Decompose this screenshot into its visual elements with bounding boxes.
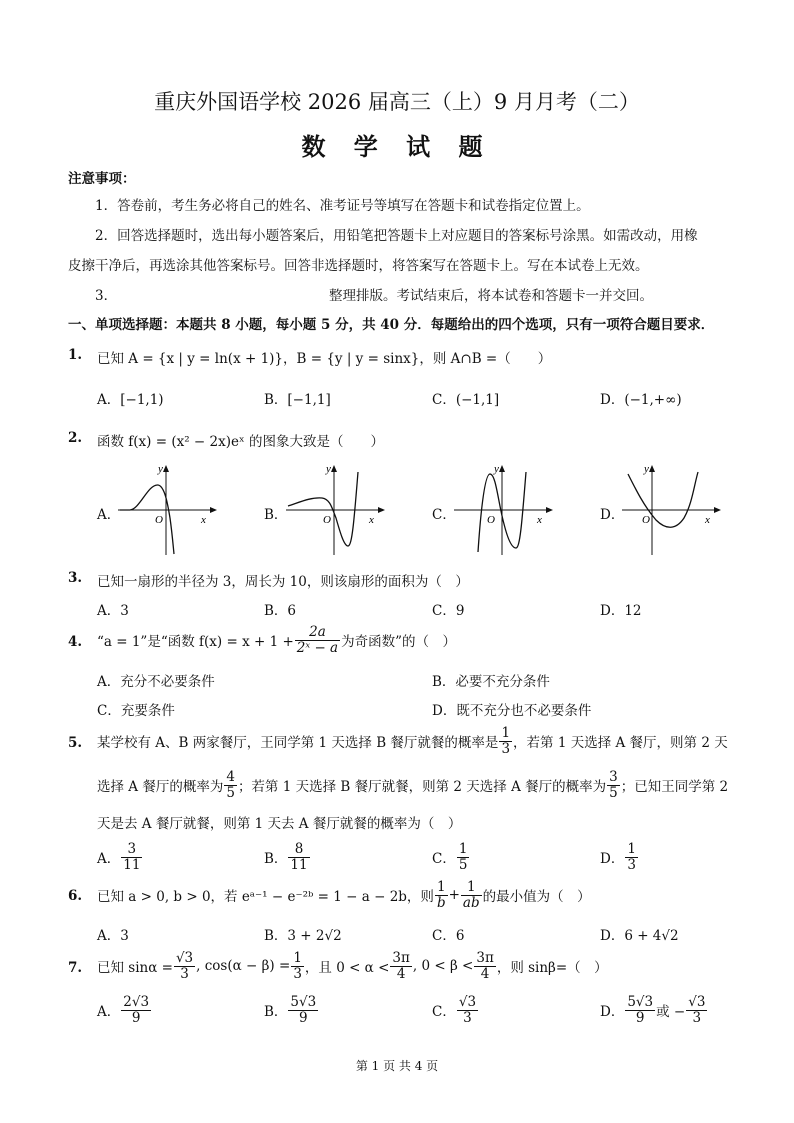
x-axis-arrow [210, 507, 217, 513]
option-c: C．充要条件 [97, 703, 175, 719]
fraction [625, 842, 638, 871]
y-axis-label: y [494, 463, 499, 475]
stem-text: 已知 a > 0, b > 0，若 eᵃ⁻¹ − e⁻²ᵇ = 1 − a − 2b，则 [97, 889, 434, 905]
question-stem: 函数 f(x) = (x² − 2x)eˣ 的图象大致是（ ） [97, 434, 384, 450]
fraction-denominator: 3 [180, 965, 189, 982]
fraction-denominator: 9 [131, 1009, 141, 1026]
fraction-denominator: 3 [627, 856, 636, 873]
question-number: 5. [68, 735, 83, 751]
option-label: D． [600, 1004, 625, 1020]
notice-item-3-num: 3． [95, 288, 118, 304]
curve [288, 472, 358, 546]
x-axis-arrow [546, 507, 553, 513]
fraction-denominator: 3 [501, 740, 511, 757]
fraction [457, 995, 478, 1024]
x-axis-label: x [537, 514, 542, 526]
fraction-denominator: 5 [609, 784, 618, 801]
fraction [224, 770, 237, 799]
option-label: C． [432, 1004, 456, 1020]
fraction [461, 880, 482, 909]
option-b: B．必要不充分条件 [432, 674, 550, 690]
option-c: C．6 [432, 928, 465, 944]
option-c [432, 838, 470, 876]
fraction-numerator: 1 [293, 950, 302, 967]
x-axis-arrow [714, 507, 721, 513]
option-c [432, 991, 479, 1029]
fraction-numerator: 4 [226, 769, 235, 786]
option-a [97, 838, 143, 876]
option-d: D．12 [600, 603, 642, 619]
option-c: C．(−1,1] [432, 392, 500, 408]
option-label: C． [432, 851, 456, 867]
page-number: 第 1 页 共 4 页 [355, 1059, 439, 1073]
fraction-numerator: 8 [288, 842, 309, 857]
page-subtitle: 数 学 试 题 [301, 132, 493, 161]
fraction-numerator: 3 [609, 769, 618, 786]
notice-item-2a: 2．回答选择题时，选出每小题答案后，用铅笔把答题卡上对应题目的答案标号涂黑。如需改动，用橡 [95, 228, 698, 244]
fraction-numerator: 1 [501, 725, 511, 742]
fraction-denominator: 2ˣ − a [296, 639, 339, 656]
question-stem-line [97, 622, 456, 658]
graph-option-d [622, 462, 722, 557]
fraction-numerator: 1 [458, 841, 468, 858]
y-axis-label: y [644, 463, 649, 475]
option-d [600, 991, 708, 1029]
y-axis-label: y [326, 463, 331, 475]
origin-label: O [155, 514, 163, 526]
graph-label-a: A． [97, 507, 121, 523]
fraction-denominator: b [436, 894, 446, 911]
notice-item-3-text: 整理排版。考试结束后，将本试卷和答题卡一并交回。 [329, 288, 653, 304]
question-number: 1. [68, 347, 83, 363]
fraction [295, 625, 340, 654]
fraction [686, 995, 707, 1024]
option-c: C．9 [432, 603, 465, 619]
x-axis-label: x [369, 514, 374, 526]
question-number: 3. [68, 570, 83, 586]
fraction-denominator: 3 [692, 1009, 702, 1026]
fraction-denominator: 3 [463, 1009, 472, 1026]
fraction [174, 951, 195, 980]
option-a: A．3 [97, 928, 129, 944]
stem-text: ；若第 1 天选择 B 餐厅就餐，则第 2 天选择 A 餐厅的概率为 [237, 779, 607, 795]
question-stem-line-1 [97, 722, 728, 760]
fraction-denominator: 9 [299, 1009, 308, 1026]
fraction [457, 842, 470, 871]
graph-label-b: B． [264, 507, 288, 523]
option-label: A． [97, 851, 121, 867]
page-title: 重庆外国语学校 2026 届高三（上）9 月月考（二） [154, 90, 640, 114]
option-d: D．6 + 4√2 [600, 928, 679, 944]
origin-label: O [323, 514, 331, 526]
fraction-denominator: 4 [480, 965, 490, 982]
y-axis-arrow [331, 465, 337, 472]
stem-text: ；已知王同学第 2 [620, 779, 729, 795]
fraction-denominator: 11 [290, 856, 308, 873]
question-stem: 已知 A = {x | y = ln(x + 1)}，B = {y | y = sinx}，则 A∩B =（ ） [97, 351, 552, 367]
fraction-denominator: 5 [226, 784, 235, 801]
stem-text: ，则 sinβ=（ ） [496, 960, 608, 976]
fraction [435, 880, 448, 909]
option-a [97, 991, 152, 1029]
fraction [121, 842, 142, 871]
notice-heading: 注意事项： [68, 171, 136, 187]
fraction-numerator: 2a [295, 625, 340, 640]
y-axis-arrow [163, 465, 169, 472]
option-label: B． [264, 851, 288, 867]
fraction [291, 951, 304, 980]
y-axis-label: y [158, 463, 163, 475]
stem-part-a: “a = 1”是“函数 f(x) = x + 1 + [97, 634, 294, 650]
fraction [121, 995, 151, 1024]
stem-text: ，且 0 < α < [304, 960, 390, 976]
question-number: 2. [68, 430, 83, 446]
fraction-numerator: 1 [627, 841, 636, 858]
fraction-numerator: 3π [392, 950, 410, 967]
stem-text: 已知 sinα = [97, 960, 173, 976]
question-number: 7. [68, 960, 83, 976]
fraction [288, 995, 318, 1024]
question-number: 6. [68, 888, 83, 904]
plus-sign: + [448, 887, 460, 903]
option-b [264, 838, 311, 876]
section-heading: 一、单项选择题：本题共 8 小题，每小题 5 分，共 40 分．每题给出的四个选项，只有一项符合题目要求． [68, 317, 715, 333]
question-stem-line [97, 947, 608, 985]
fraction-numerator: 2√3 [123, 994, 150, 1011]
fraction-denominator: 3 [293, 965, 302, 982]
fraction-numerator: 5√3 [627, 994, 654, 1011]
option-b: B．3 + 2√2 [264, 928, 342, 944]
option-label: B． [264, 1004, 288, 1020]
fraction-numerator: √3 [175, 950, 194, 967]
fraction [390, 951, 411, 980]
option-b: B．[−1,1] [264, 392, 331, 408]
fraction-numerator: 5√3 [290, 994, 317, 1011]
stem-text: ，若第 1 天选择 A 餐厅，则第 2 天 [513, 735, 728, 751]
fraction-denominator: 9 [635, 1009, 645, 1026]
curve [628, 472, 698, 527]
fraction [499, 726, 512, 755]
fraction [625, 995, 655, 1024]
fraction-numerator: 3π [476, 950, 494, 967]
x-axis-arrow [378, 507, 385, 513]
question-stem-line-2 [97, 766, 728, 804]
fraction [288, 842, 309, 871]
fraction-denominator: 11 [123, 856, 141, 873]
fraction-numerator: 1 [461, 880, 482, 895]
graph-label-d: D． [600, 507, 625, 523]
y-axis-arrow [499, 465, 505, 472]
option-d: D．(−1,+∞) [600, 392, 682, 408]
option-a: A．3 [97, 603, 129, 619]
stem-text: 选择 A 餐厅的概率为 [97, 779, 224, 795]
fraction-numerator: 1 [435, 880, 448, 895]
x-axis-label: x [201, 514, 206, 526]
stem-text: 某学校有 A、B 两家餐厅，王同学第 1 天选择 B 餐厅就餐的概率是 [97, 735, 499, 751]
x-axis-label: x [705, 514, 710, 526]
stem-part-b: 为奇函数”的（ ） [341, 634, 456, 650]
graph-option-a [118, 462, 218, 557]
option-d: D．既不充分也不必要条件 [432, 703, 592, 719]
option-d [600, 838, 639, 876]
option-b [264, 991, 319, 1029]
notice-item-1: 1．答卷前，考生务必将自己的姓名、准考证号等填写在答题卡和试卷指定位置上。 [95, 198, 590, 214]
fraction [607, 770, 620, 799]
question-number: 4. [68, 634, 83, 650]
option-a: A．充分不必要条件 [97, 674, 215, 690]
question-stem: 已知一扇形的半径为 3，周长为 10，则该扇形的面积为（ ） [97, 574, 469, 590]
fraction-numerator: √3 [688, 994, 706, 1011]
option-b: B．6 [264, 603, 297, 619]
fraction-denominator: 5 [458, 856, 468, 873]
graph-option-b [286, 462, 386, 557]
question-stem-line-3: 天是去 A 餐厅就餐，则第 1 天去 A 餐厅就餐的概率为（ ） [97, 816, 462, 832]
fraction [474, 951, 495, 980]
question-stem-line [97, 876, 591, 914]
option-label: A． [97, 1004, 121, 1020]
fraction-numerator: √3 [458, 994, 477, 1011]
graph-option-c [454, 462, 554, 557]
origin-label: O [642, 514, 650, 526]
fraction-denominator: 4 [396, 965, 406, 982]
origin-label: O [487, 514, 495, 526]
option-d-extra: 或 − [656, 1004, 686, 1020]
option-a: A．[−1,1) [97, 392, 164, 408]
graph-label-c: C． [432, 507, 456, 523]
stem-text: 的最小值为（ ） [482, 889, 591, 905]
stem-text: , cos(α − β) = [196, 958, 291, 974]
stem-text: , 0 < β < [412, 958, 474, 974]
fraction-numerator: 3 [121, 842, 142, 857]
fraction-denominator: ab [462, 894, 480, 911]
y-axis-arrow [649, 465, 655, 472]
option-label: D． [600, 851, 625, 867]
notice-item-2b: 皮擦干净后，再选涂其他答案标号。回答非选择题时，将答案写在答题卡上。写在本试卷上无效。 [68, 258, 649, 274]
